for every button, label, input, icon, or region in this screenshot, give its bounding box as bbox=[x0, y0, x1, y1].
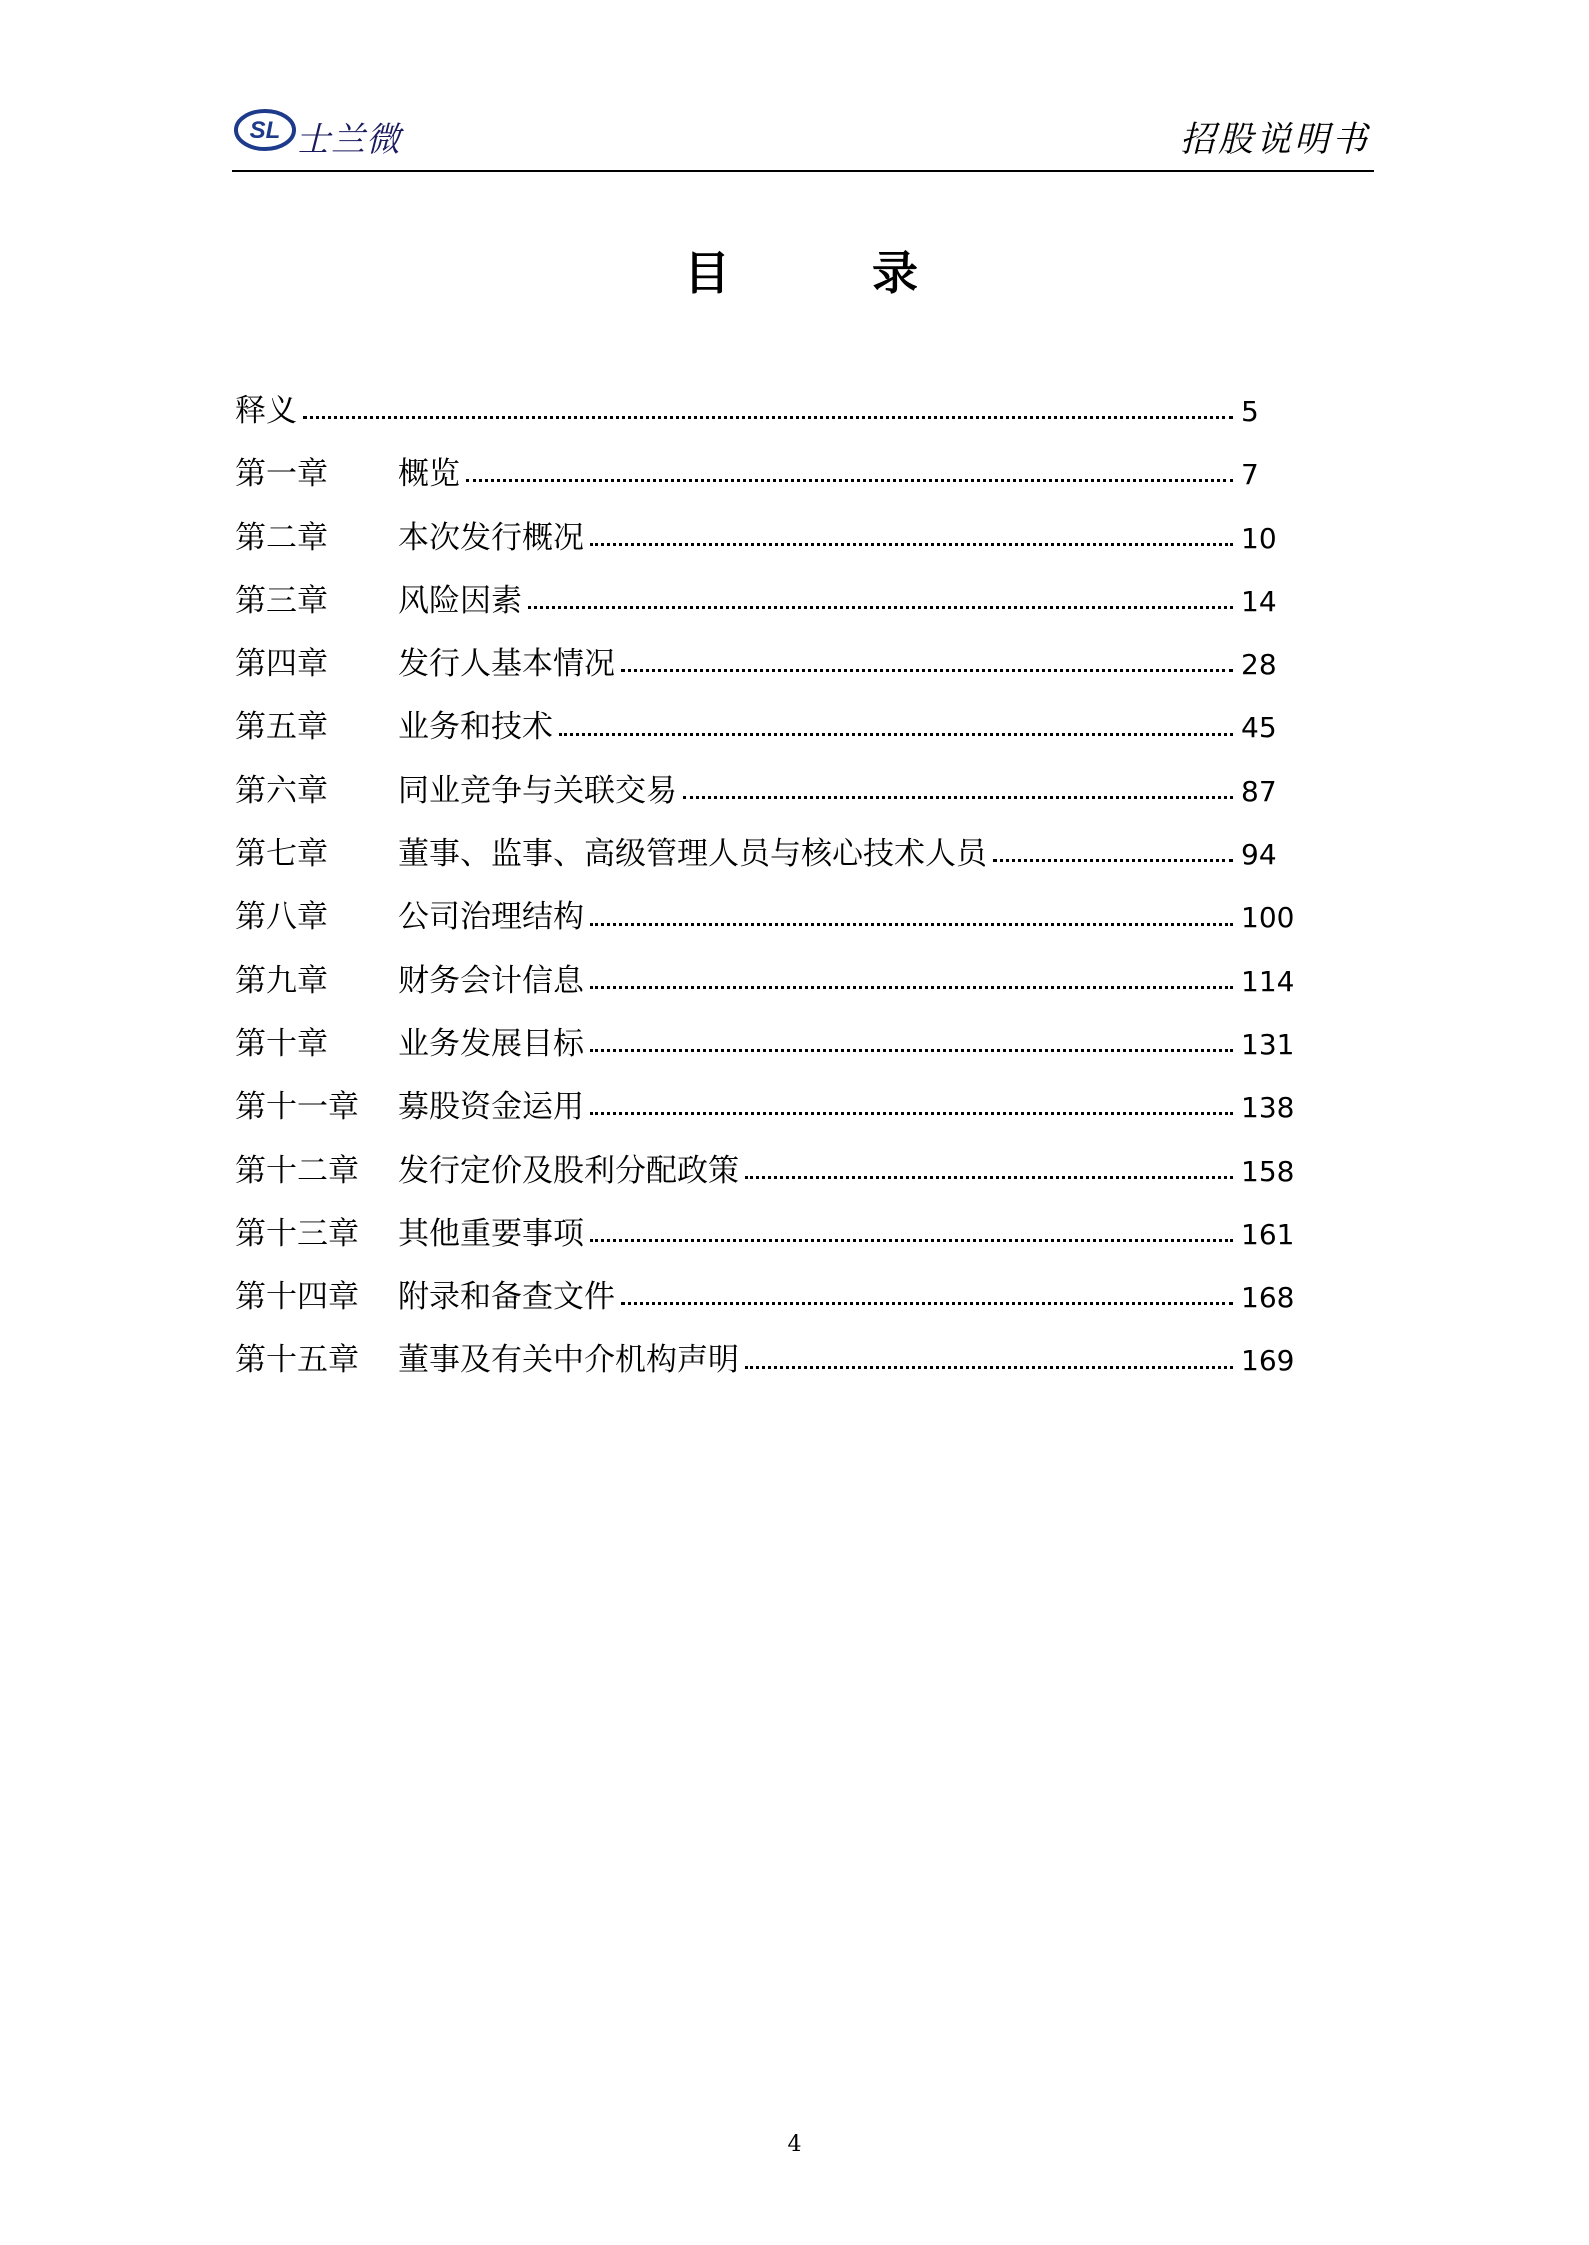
document-type: 招股说明书 bbox=[1179, 120, 1370, 160]
toc-entry-title: 财务会计信息 bbox=[398, 962, 584, 999]
toc-entry-title: 释义 bbox=[235, 393, 297, 429]
dot-leader bbox=[590, 923, 1233, 926]
dot-leader bbox=[745, 1366, 1233, 1369]
dot-leader bbox=[559, 733, 1233, 736]
dot-leader bbox=[621, 669, 1233, 672]
toc-entry-chapter: 第九章 bbox=[235, 962, 328, 999]
toc-entry-chapter: 第二章 bbox=[235, 519, 328, 556]
toc-entry-page: 7 bbox=[1241, 458, 1259, 492]
dot-leader bbox=[590, 1049, 1233, 1052]
toc-entry-page: 131 bbox=[1241, 1027, 1295, 1061]
toc-entry-chapter-11[interactable] bbox=[235, 1076, 1295, 1139]
toc-entry-page: 45 bbox=[1241, 711, 1277, 745]
company-logo-icon bbox=[234, 108, 296, 152]
toc-entry-title: 发行人基本情况 bbox=[398, 646, 615, 683]
toc-entry-chapter: 第十五章 bbox=[235, 1342, 359, 1379]
toc-entry-chapter: 第五章 bbox=[235, 709, 328, 746]
toc-entry-chapter: 第十一章 bbox=[235, 1089, 359, 1126]
header-divider bbox=[232, 170, 1374, 172]
toc-entry-chapter-12[interactable] bbox=[235, 1140, 1295, 1203]
brand-name: 士兰微 bbox=[296, 120, 401, 160]
toc-entry-chapter: 第八章 bbox=[235, 899, 328, 936]
toc-entry-page: 87 bbox=[1241, 774, 1277, 808]
toc-entry-chapter-4[interactable] bbox=[235, 633, 1295, 696]
toc-entry-chapter-13[interactable] bbox=[235, 1203, 1295, 1266]
toc-entry-chapter-9[interactable] bbox=[235, 950, 1295, 1013]
toc-entry-chapter-8[interactable] bbox=[235, 886, 1295, 949]
toc-entry-page: 100 bbox=[1241, 901, 1295, 935]
dot-leader bbox=[590, 1239, 1233, 1242]
toc-entry-definitions[interactable] bbox=[235, 380, 1295, 443]
toc-entry-title: 概览 bbox=[398, 456, 460, 493]
toc-entry-page: 161 bbox=[1241, 1217, 1295, 1251]
dot-leader bbox=[590, 543, 1233, 546]
dot-leader bbox=[683, 796, 1233, 799]
toc-entry-title: 募股资金运用 bbox=[398, 1089, 584, 1126]
toc-entry-chapter: 第四章 bbox=[235, 646, 328, 683]
toc-title-char-1: 目 bbox=[684, 246, 730, 300]
toc-entry-chapter-14[interactable] bbox=[235, 1266, 1295, 1329]
toc-entry-title: 发行定价及股利分配政策 bbox=[398, 1152, 739, 1189]
toc-list bbox=[235, 380, 1295, 1393]
toc-entry-chapter-3[interactable] bbox=[235, 570, 1295, 633]
toc-entry-page: 168 bbox=[1241, 1281, 1295, 1315]
toc-entry-title: 业务发展目标 bbox=[398, 1025, 584, 1062]
toc-entry-title: 董事及有关中介机构声明 bbox=[398, 1342, 739, 1379]
logo-text: SL bbox=[249, 117, 281, 144]
toc-title-char-2: 录 bbox=[872, 246, 918, 300]
page-number: 4 bbox=[787, 2132, 802, 2157]
toc-entry-title: 公司治理结构 bbox=[398, 899, 584, 936]
dot-leader bbox=[528, 606, 1233, 609]
toc-entry-chapter-5[interactable] bbox=[235, 696, 1295, 759]
toc-entry-chapter: 第七章 bbox=[235, 836, 328, 873]
dot-leader bbox=[590, 1112, 1233, 1115]
toc-entry-title: 风险因素 bbox=[398, 582, 522, 619]
dot-leader bbox=[303, 416, 1233, 419]
dot-leader bbox=[993, 859, 1233, 862]
toc-entry-chapter-7[interactable] bbox=[235, 823, 1295, 886]
toc-entry-page: 5 bbox=[1241, 395, 1259, 428]
toc-entry-chapter-6[interactable] bbox=[235, 760, 1295, 823]
toc-entry-chapter-1[interactable] bbox=[235, 443, 1295, 506]
toc-entry-title: 业务和技术 bbox=[398, 709, 553, 746]
toc-entry-page: 14 bbox=[1241, 584, 1277, 618]
dot-leader bbox=[466, 479, 1233, 482]
toc-entry-chapter-15[interactable] bbox=[235, 1329, 1295, 1392]
toc-entry-page: 10 bbox=[1241, 521, 1277, 555]
dot-leader bbox=[590, 986, 1233, 989]
toc-entry-title: 附录和备查文件 bbox=[398, 1279, 615, 1316]
toc-entry-page: 169 bbox=[1241, 1344, 1295, 1378]
toc-entry-chapter: 第十四章 bbox=[235, 1279, 359, 1316]
dot-leader bbox=[621, 1302, 1233, 1305]
toc-entry-chapter: 第三章 bbox=[235, 582, 328, 619]
toc-entry-title: 董事、监事、高级管理人员与核心技术人员 bbox=[398, 836, 987, 873]
toc-entry-page: 158 bbox=[1241, 1154, 1295, 1188]
toc-entry-chapter: 第一章 bbox=[235, 456, 328, 493]
page-header bbox=[232, 108, 1374, 172]
toc-entry-page: 94 bbox=[1241, 838, 1277, 872]
toc-entry-page: 138 bbox=[1241, 1091, 1295, 1125]
toc-entry-chapter: 第六章 bbox=[235, 772, 328, 809]
toc-entry-page: 28 bbox=[1241, 648, 1277, 682]
toc-entry-page: 114 bbox=[1241, 964, 1295, 998]
toc-entry-chapter: 第十二章 bbox=[235, 1152, 359, 1189]
toc-entry-chapter-2[interactable] bbox=[235, 507, 1295, 570]
toc-entry-chapter: 第十三章 bbox=[235, 1215, 359, 1252]
toc-entry-title: 本次发行概况 bbox=[398, 519, 584, 556]
toc-entry-chapter: 第十章 bbox=[235, 1025, 328, 1062]
toc-entry-title: 同业竞争与关联交易 bbox=[398, 772, 677, 809]
toc-entry-chapter-10[interactable] bbox=[235, 1013, 1295, 1076]
toc-entry-title: 其他重要事项 bbox=[398, 1215, 584, 1252]
dot-leader bbox=[745, 1176, 1233, 1179]
